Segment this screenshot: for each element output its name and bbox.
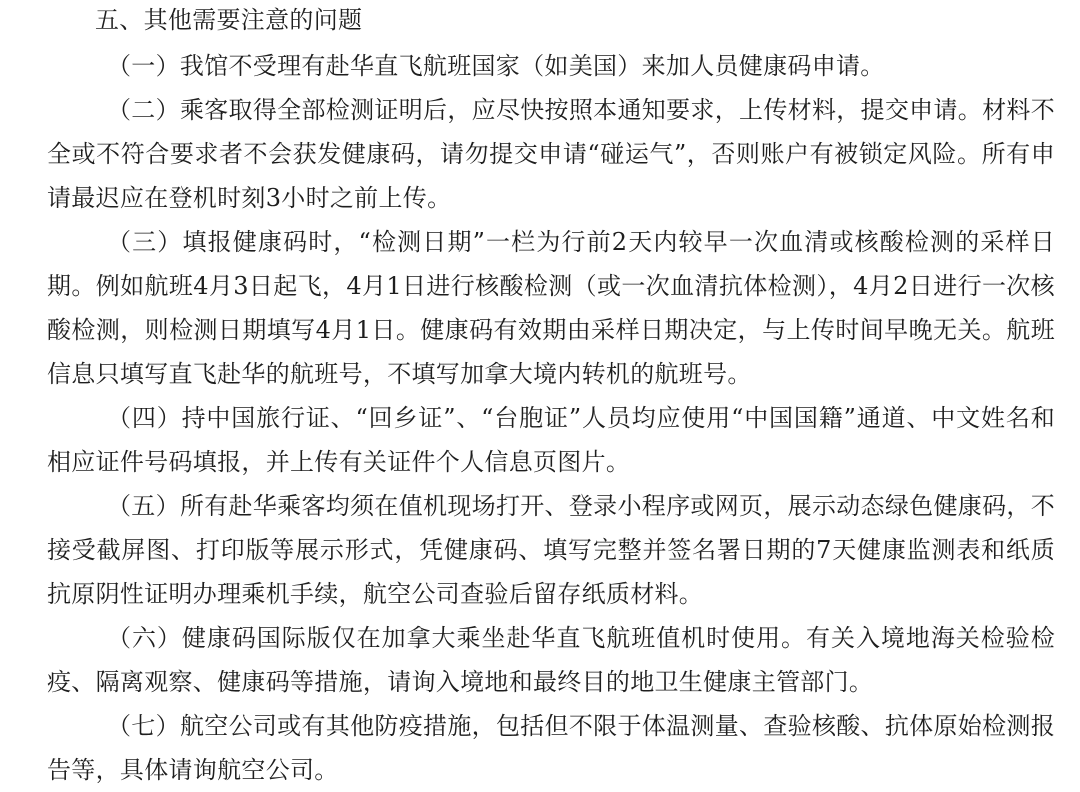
item-label: （二） (107, 96, 180, 124)
paragraph-item-6 (47, 616, 1055, 704)
item-text: 持中国旅行证、“回乡证”、“台胞证”人员均应使用“中国国籍”通道、中文姓名和相应证件号码填报，并上传有关证件个人信息页图片。 (47, 404, 1055, 476)
paragraph-item-4 (47, 396, 1055, 484)
item-text: 我馆不受理有赴华直飞航班国家（如美国）来加人员健康码申请。 (179, 52, 885, 80)
item-label: （一） (107, 52, 180, 80)
item-label: （五） (107, 492, 180, 520)
item-label: （七） (107, 712, 180, 740)
item-text: 健康码国际版仅在加拿大乘坐赴华直飞航班值机时使用。有关入境地海关检验检疫、隔离观察、健康码等措施，请询入境地和最终目的地卫生健康主管部门。 (47, 624, 1056, 696)
item-label: （三） (107, 228, 183, 256)
section-title: 五、其他需要注意的问题 (95, 6, 363, 34)
paragraph-item-5 (47, 484, 1055, 616)
item-text: 填报健康码时，“检测日期”一栏为行前2天内较早一次血清或核酸检测的采样日期。例如航班4月3日起飞，4月1日进行核酸检测（或一次血清抗体检测），4月2日进行一次核酸检测，则检测日期填写4月1日。健康码有效期由采样日期决定，与上传时间早晚无关。航班信息只填写直飞赴华的航班号，不填写加拿大境内转机的航班号。 (47, 228, 1055, 388)
paragraph-item-2 (47, 88, 1055, 220)
item-label: （四） (107, 404, 182, 432)
item-text: 所有赴华乘客均须在值机现场打开、登录小程序或网页，展示动态绿色健康码，不接受截屏图、打印版等展示形式，凭健康码、填写完整并签名署日期的7天健康监测表和纸质抗原阴性证明办理乘机手续，航空公司查验后留存纸质材料。 (47, 492, 1056, 608)
item-text: 航空公司或有其他防疫措施，包括但不限于体温测量、查验核酸、抗体原始检测报告等，具体请询航空公司。 (47, 712, 1056, 784)
paragraph-item-7 (47, 704, 1055, 792)
paragraph-item-3 (47, 220, 1055, 396)
paragraph-item-1 (47, 44, 1055, 88)
item-label: （六） (107, 624, 182, 652)
item-text: 乘客取得全部检测证明后，应尽快按照本通知要求，上传材料，提交申请。材料不全或不符合要求者不会获发健康码，请勿提交申请“碰运气”，否则账户有被锁定风险。所有申请最迟应在登机时刻3小时之前上传。 (47, 96, 1056, 212)
document-body (47, 0, 1055, 792)
